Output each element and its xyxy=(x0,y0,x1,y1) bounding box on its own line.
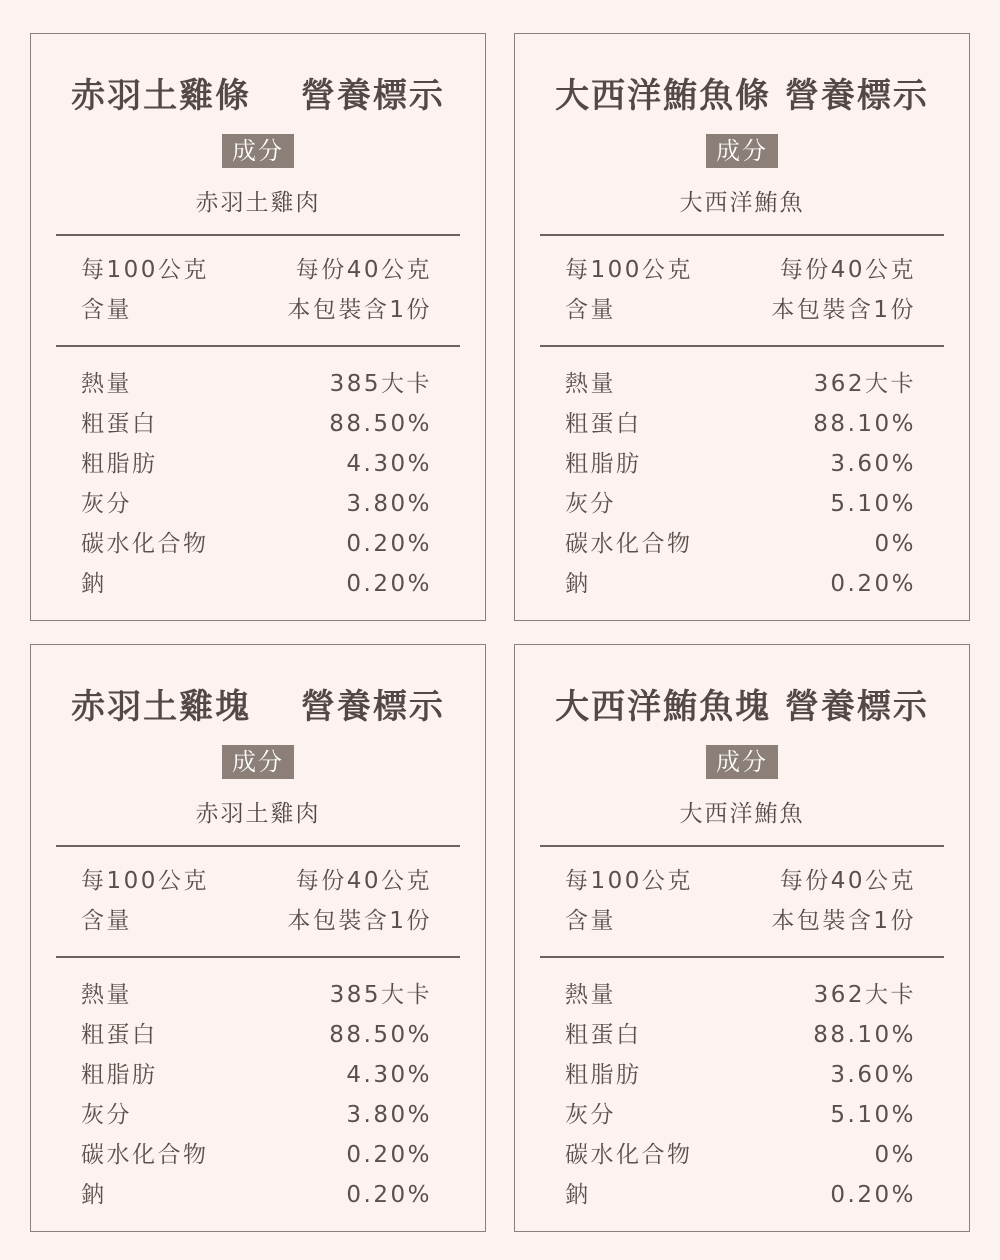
card-title: 赤羽土雞塊 營養標示 xyxy=(71,687,445,727)
nutrient-value: 0.20% xyxy=(346,1182,432,1208)
per-100g-label: 每100公克 xyxy=(565,257,693,283)
card-title: 赤羽土雞條 營養標示 xyxy=(71,76,445,116)
nutrient-label: 粗脂肪 xyxy=(81,451,158,477)
nutrient-row-carbs xyxy=(565,529,916,559)
nutrient-row-carbs xyxy=(565,1140,916,1170)
nutrient-row-fat xyxy=(81,1060,432,1090)
nutrient-row-ash xyxy=(565,1100,916,1130)
nutrient-label: 粗脂肪 xyxy=(81,1062,158,1088)
per-100g-label: 每100公克 xyxy=(81,868,209,894)
nutrient-row-carbs xyxy=(81,529,432,559)
serving-row-2 xyxy=(81,906,432,936)
nutrient-value: 88.10% xyxy=(813,411,916,437)
nutrient-value: 4.30% xyxy=(346,451,432,477)
nutrient-label: 熱量 xyxy=(565,982,616,1008)
nutrient-row-ash xyxy=(81,489,432,519)
serving-row-1 xyxy=(81,255,432,285)
serving-row-2 xyxy=(565,906,916,936)
nutrient-row-calories xyxy=(565,369,916,399)
nutrient-value: 362大卡 xyxy=(813,982,916,1008)
nutrient-value: 3.60% xyxy=(830,1062,916,1088)
nutrient-row-protein xyxy=(565,1020,916,1050)
divider xyxy=(56,845,460,847)
nutrient-label: 碳水化合物 xyxy=(81,531,209,557)
card-title: 大西洋鮪魚條 營養標示 xyxy=(555,76,929,116)
nutrient-label: 粗脂肪 xyxy=(565,451,642,477)
serving-row-1 xyxy=(565,866,916,896)
nutrient-value: 88.50% xyxy=(329,411,432,437)
divider xyxy=(56,956,460,958)
content-label: 含量 xyxy=(81,908,132,934)
per-serving-label: 每份40公克 xyxy=(295,257,432,283)
nutrient-row-protein xyxy=(565,409,916,439)
nutrient-row-sodium xyxy=(565,569,916,599)
per-serving-label: 每份40公克 xyxy=(295,868,432,894)
ingredient-badge: 成分 xyxy=(222,745,294,779)
nutrient-label: 鈉 xyxy=(81,1182,107,1208)
divider xyxy=(540,345,944,347)
divider xyxy=(540,845,944,847)
nutrient-value: 0.20% xyxy=(346,1142,432,1168)
nutrient-label: 灰分 xyxy=(81,491,132,517)
nutrition-card-chicken-chunks xyxy=(30,644,486,1232)
nutrient-value: 3.80% xyxy=(346,1102,432,1128)
per-serving-label: 每份40公克 xyxy=(779,257,916,283)
nutrient-label: 鈉 xyxy=(81,571,107,597)
ingredient-badge: 成分 xyxy=(222,134,294,168)
nutrient-row-fat xyxy=(565,1060,916,1090)
nutrient-label: 粗蛋白 xyxy=(565,1022,642,1048)
nutrient-label: 灰分 xyxy=(565,491,616,517)
nutrient-label: 灰分 xyxy=(565,1102,616,1128)
nutrient-label: 碳水化合物 xyxy=(565,531,693,557)
nutrient-value: 0.20% xyxy=(830,1182,916,1208)
nutrient-row-sodium xyxy=(81,1180,432,1210)
divider xyxy=(540,234,944,236)
content-label: 含量 xyxy=(565,908,616,934)
nutrient-value: 0% xyxy=(874,531,916,557)
nutrient-value: 5.10% xyxy=(830,1102,916,1128)
divider xyxy=(56,345,460,347)
nutrient-label: 熱量 xyxy=(81,371,132,397)
nutrient-row-sodium xyxy=(565,1180,916,1210)
nutrient-value: 3.60% xyxy=(830,451,916,477)
nutrient-value: 88.10% xyxy=(813,1022,916,1048)
nutrient-row-ash xyxy=(81,1100,432,1130)
nutrient-value: 385大卡 xyxy=(329,982,432,1008)
nutrient-label: 碳水化合物 xyxy=(565,1142,693,1168)
nutrient-value: 362大卡 xyxy=(813,371,916,397)
nutrient-row-ash xyxy=(565,489,916,519)
nutrient-value: 0.20% xyxy=(346,571,432,597)
nutrient-row-protein xyxy=(81,1020,432,1050)
nutrient-value: 4.30% xyxy=(346,1062,432,1088)
card-title: 大西洋鮪魚塊 營養標示 xyxy=(555,687,929,727)
nutrient-label: 粗蛋白 xyxy=(81,411,158,437)
nutrient-value: 0% xyxy=(874,1142,916,1168)
nutrient-label: 鈉 xyxy=(565,1182,591,1208)
nutrient-label: 碳水化合物 xyxy=(81,1142,209,1168)
ingredient-text: 赤羽土雞肉 xyxy=(195,190,321,216)
nutrient-value: 3.80% xyxy=(346,491,432,517)
nutrient-value: 5.10% xyxy=(830,491,916,517)
servings-label: 本包裝含1份 xyxy=(287,908,432,934)
nutrient-label: 熱量 xyxy=(565,371,616,397)
servings-label: 本包裝含1份 xyxy=(771,297,916,323)
per-100g-label: 每100公克 xyxy=(565,868,693,894)
nutrient-row-calories xyxy=(81,980,432,1010)
nutrient-value: 0.20% xyxy=(346,531,432,557)
nutrient-label: 熱量 xyxy=(81,982,132,1008)
nutrient-label: 粗蛋白 xyxy=(565,411,642,437)
nutrient-row-fat xyxy=(81,449,432,479)
content-label: 含量 xyxy=(81,297,132,323)
nutrient-row-protein xyxy=(81,409,432,439)
serving-row-1 xyxy=(81,866,432,896)
servings-label: 本包裝含1份 xyxy=(287,297,432,323)
ingredient-badge: 成分 xyxy=(706,745,778,779)
nutrient-label: 粗蛋白 xyxy=(81,1022,158,1048)
servings-label: 本包裝含1份 xyxy=(771,908,916,934)
per-100g-label: 每100公克 xyxy=(81,257,209,283)
nutrient-value: 385大卡 xyxy=(329,371,432,397)
nutrient-value: 88.50% xyxy=(329,1022,432,1048)
nutrient-value: 0.20% xyxy=(830,571,916,597)
nutrition-card-tuna-strips xyxy=(514,33,970,621)
per-serving-label: 每份40公克 xyxy=(779,868,916,894)
nutrient-label: 鈉 xyxy=(565,571,591,597)
nutrient-row-calories xyxy=(81,369,432,399)
nutrient-row-carbs xyxy=(81,1140,432,1170)
nutrient-row-fat xyxy=(565,449,916,479)
ingredient-text: 大西洋鮪魚 xyxy=(679,801,805,827)
nutrient-row-calories xyxy=(565,980,916,1010)
serving-row-2 xyxy=(81,295,432,325)
serving-row-2 xyxy=(565,295,916,325)
ingredient-badge: 成分 xyxy=(706,134,778,168)
content-label: 含量 xyxy=(565,297,616,323)
nutrient-label: 灰分 xyxy=(81,1102,132,1128)
serving-row-1 xyxy=(565,255,916,285)
divider xyxy=(56,234,460,236)
divider xyxy=(540,956,944,958)
nutrition-card-tuna-chunks xyxy=(514,644,970,1232)
nutrient-label: 粗脂肪 xyxy=(565,1062,642,1088)
ingredient-text: 大西洋鮪魚 xyxy=(679,190,805,216)
nutrition-card-chicken-strips xyxy=(30,33,486,621)
nutrient-row-sodium xyxy=(81,569,432,599)
ingredient-text: 赤羽土雞肉 xyxy=(195,801,321,827)
